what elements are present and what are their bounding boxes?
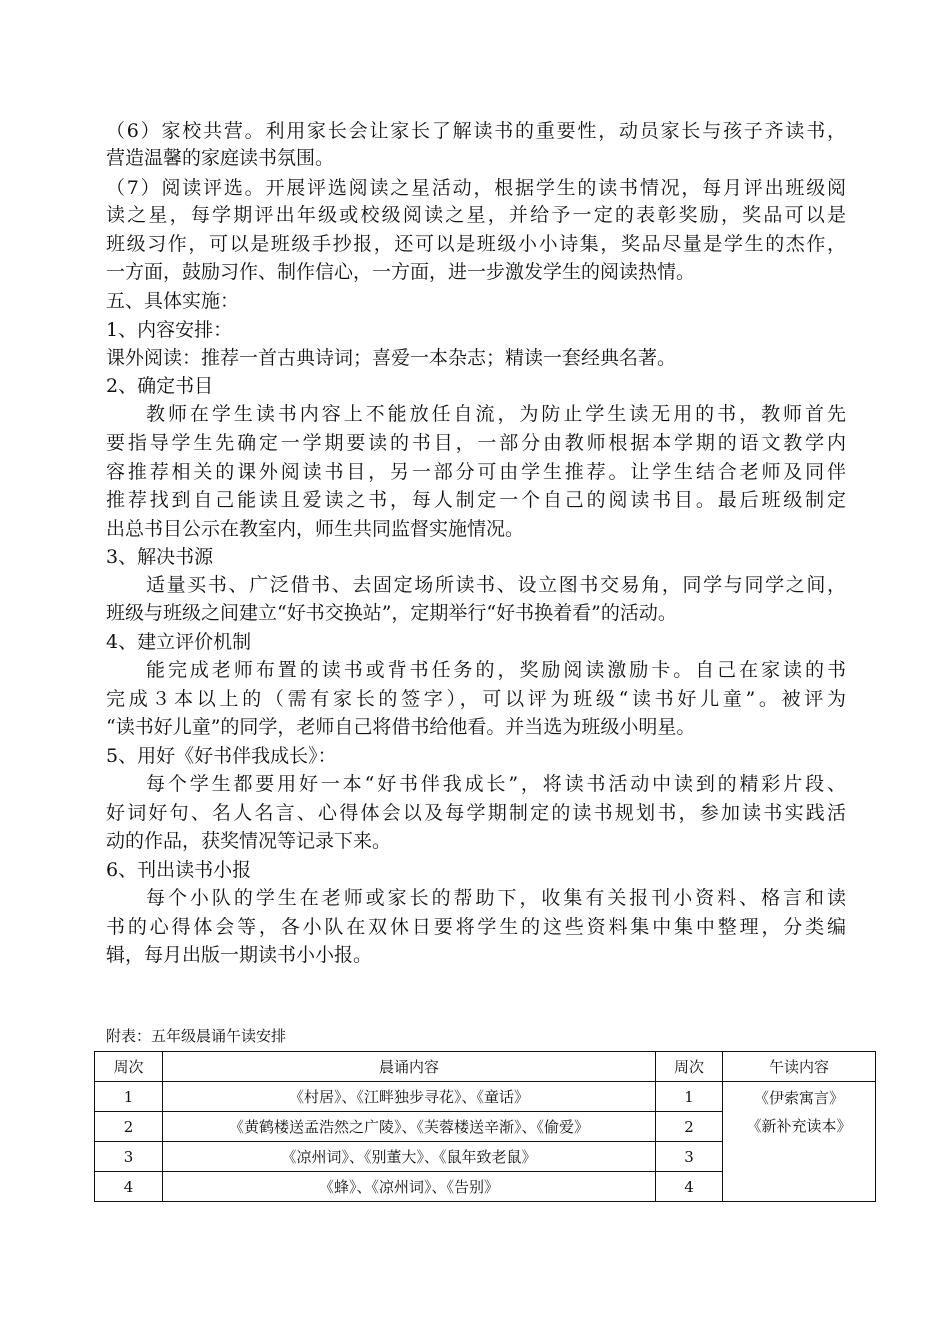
header-week-2: 周次 bbox=[656, 1052, 723, 1082]
header-week: 周次 bbox=[95, 1052, 163, 1082]
newsletter-line-2: 书的心得体会等，各小队在双休日要将学生的这些资料集中集中整理，分类编 bbox=[106, 916, 846, 938]
growth-book-line-1: 每个学生都要用好一本“好书伴我成长”，将读书活动中读到的精彩片段、 bbox=[146, 773, 846, 795]
evaluation-line-3: “读书好儿童”的同学，老师自己将借书给他看。并当选为班级小明星。 bbox=[106, 716, 696, 738]
extracurricular-reading: 课外阅读：推荐一首古典诗词；喜爱一本杂志；精读一套经典名著。 bbox=[106, 347, 677, 369]
row-week: 4 bbox=[95, 1172, 163, 1202]
growth-book-line-2: 好词好句、名人名言、心得体会以及每学期制定的读书规划书，参加读书实践活 bbox=[106, 802, 846, 824]
newsletter-line-3: 辑，每月出版一期读书小小报。 bbox=[106, 944, 373, 966]
growth-book-line-3: 动的作品，获奖情况等记录下来。 bbox=[106, 830, 392, 852]
books-source-line-2: 班级与班级之间建立“好书交换站”，定期举行“好书换着看”的活动。 bbox=[106, 602, 677, 624]
row-week: 3 bbox=[95, 1142, 163, 1172]
row-recitation: 《黄鹤楼送孟浩然之广陵》、《芙蓉楼送辛渐》、《偷爱》 bbox=[163, 1112, 656, 1142]
subheading-5: 5、用好《好书伴我成长》： bbox=[106, 745, 337, 767]
subheading-3: 3、解决书源 bbox=[106, 546, 214, 568]
subheading-2: 2、确定书目 bbox=[106, 375, 214, 397]
noon-reading-item: 《伊索寓言》 bbox=[753, 1089, 844, 1107]
row-recitation: 《蜂》、《凉州词》、《告别》 bbox=[163, 1172, 656, 1202]
header-morning-recitation: 晨诵内容 bbox=[163, 1052, 656, 1082]
para-7-line-3: 班级习作，可以是班级手抄报，还可以是班级小小诗集，奖品尽量是学生的杰作， bbox=[106, 233, 846, 255]
para-6-line-1: （6）家校共营。利用家长会让家长了解读书的重要性，动员家长与孩子齐读书， bbox=[106, 120, 846, 142]
row-week-2: 3 bbox=[656, 1142, 723, 1172]
row-week: 1 bbox=[95, 1082, 163, 1112]
para-6-line-2: 营造温馨的家庭读书氛围。 bbox=[106, 147, 335, 169]
booklist-line-4: 推荐找到自己能读且爱读之书，每人制定一个自己的阅读书目。最后班级制定 bbox=[106, 489, 846, 511]
table-row bbox=[95, 1082, 876, 1112]
section-heading-5: 五、具体实施： bbox=[106, 290, 240, 312]
noon-reading-item: 《新补充读本》 bbox=[746, 1117, 852, 1135]
subheading-1: 1、内容安排： bbox=[106, 319, 233, 341]
row-recitation: 《凉州词》、《别董大》、《鼠年致老鼠》 bbox=[163, 1142, 656, 1172]
newsletter-line-1: 每个小队的学生在老师或家长的帮助下，收集有关报刊小资料、格言和读 bbox=[146, 887, 846, 909]
subheading-6: 6、刊出读书小报 bbox=[106, 859, 252, 881]
booklist-line-5: 出总书目公示在教室内，师生共同监督实施情况。 bbox=[106, 518, 525, 540]
booklist-line-3: 容推荐相关的课外阅读书目，另一部分可由学生推荐。让学生结合老师及同伴 bbox=[106, 461, 846, 483]
evaluation-line-1: 能完成老师布置的读书或背书任务的，奖励阅读激励卡。自己在家读的书 bbox=[146, 659, 846, 681]
para-7-line-2: 读之星，每学期评出年级或校级阅读之星，并给予一定的表彰奖励，奖品可以是 bbox=[106, 204, 846, 226]
row-week: 2 bbox=[95, 1112, 163, 1142]
booklist-line-1: 教师在学生读书内容上不能放任自流，为防止学生读无用的书，教师首先 bbox=[146, 403, 846, 425]
para-7-line-4: 一方面，鼓励习作、制作信心，一方面，进一步激发学生的阅读热情。 bbox=[106, 261, 696, 283]
row-recitation: 《村居》、《江畔独步寻花》、《童话》 bbox=[163, 1082, 656, 1112]
reading-schedule-table bbox=[94, 1051, 876, 1202]
row-week-2: 1 bbox=[656, 1082, 723, 1112]
table-header-row bbox=[95, 1052, 876, 1082]
table-caption: 附表：五年级晨诵午读安排 bbox=[106, 1027, 287, 1045]
booklist-line-2: 要指导学生先确定一学期要读的书目，一部分由教师根据本学期的语文教学内 bbox=[106, 432, 846, 454]
header-noon-reading: 午读内容 bbox=[723, 1052, 876, 1082]
row-week-2: 2 bbox=[656, 1112, 723, 1142]
subheading-4: 4、建立评价机制 bbox=[106, 631, 252, 653]
para-7-line-1: （7）阅读评选。开展评选阅读之星活动，根据学生的读书情况，每月评出班级阅 bbox=[106, 177, 846, 199]
books-source-line-1: 适量买书、广泛借书、去固定场所读书、设立图书交易角，同学与同学之间， bbox=[146, 574, 846, 596]
noon-reading-cell bbox=[723, 1082, 876, 1202]
row-week-2: 4 bbox=[656, 1172, 723, 1202]
evaluation-line-2: 完成３本以上的（需有家长的签字），可以评为班级“读书好儿童”。被评为 bbox=[106, 688, 846, 710]
